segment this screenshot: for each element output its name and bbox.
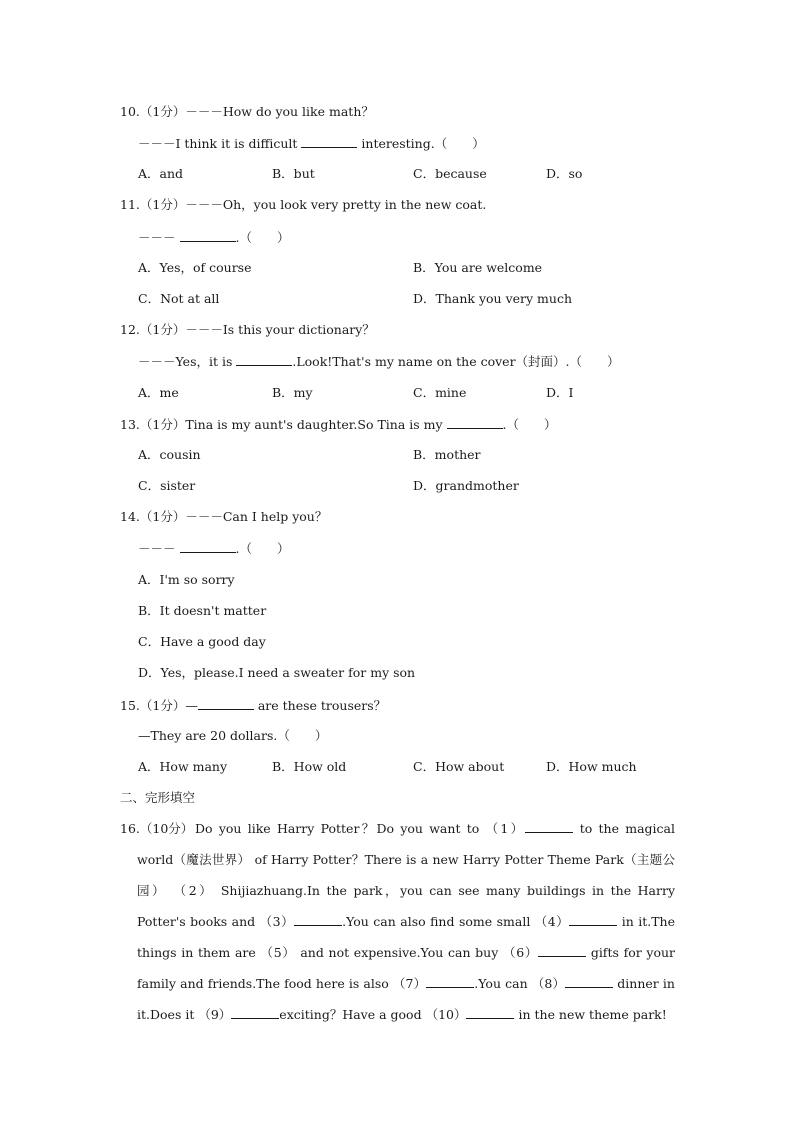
answer-blank [466, 1006, 514, 1019]
question-text: .（ ） [235, 541, 290, 556]
answer-blank [565, 975, 613, 988]
question-15-option-d: D．How much [546, 759, 637, 774]
answer-blank [231, 1006, 279, 1019]
passage-text: in the new theme park! [518, 1007, 667, 1022]
question-score: （1分） [139, 197, 186, 212]
passage-text: and not expensive.You can buy [300, 945, 499, 960]
answer-blank [525, 820, 573, 833]
cloze-blank-number: （4） [534, 914, 570, 929]
question-score: （10分） [139, 821, 194, 836]
cloze-blank-number: （3） [259, 914, 295, 929]
question-text: －－－Oh，you look very pretty in the new coat. [185, 197, 487, 212]
question-text: －－－How do you like math？ [185, 104, 374, 119]
cloze-blank-number: （10） [425, 1007, 467, 1022]
answer-blank [180, 540, 236, 553]
question-score: （1分） [139, 104, 186, 119]
question-text: －－－ [138, 230, 176, 245]
question-10-option-d: D．so [546, 166, 583, 181]
question-text: －－－Yes，it is [138, 354, 233, 369]
passage-text: .You can [474, 976, 528, 991]
question-text: .（ ） [502, 417, 557, 432]
question-11-option-a: A．Yes，of course [138, 260, 252, 275]
question-11-stem [120, 197, 486, 213]
answer-blank [236, 353, 292, 366]
question-text: are these trousers？ [257, 698, 387, 713]
question-text: －－－Is this your dictionary？ [185, 322, 375, 337]
question-number: 11. [120, 197, 140, 212]
answer-blank [426, 975, 474, 988]
passage-text: Do you like Harry Potter？Do you want to [195, 821, 480, 836]
question-11-option-c: C．Not at all [138, 291, 220, 306]
answer-blank [180, 229, 236, 242]
question-15-option-b: B．How old [272, 759, 347, 774]
question-10-option-a: A．and [138, 166, 184, 181]
question-text: －－－ [138, 541, 176, 556]
question-number: 13. [120, 417, 140, 432]
cloze-blank-number: （6） [503, 945, 539, 960]
question-14-option-c: C．Have a good day [138, 634, 266, 649]
question-score: （1分） [139, 322, 186, 337]
question-15-option-a: A．How many [138, 759, 228, 774]
passage-text: dinner in it.Does it [137, 976, 675, 1022]
question-text: －－－I think it is difficult [138, 136, 298, 151]
question-text: — [185, 698, 198, 713]
question-text: .（ ） [235, 230, 290, 245]
passage-text: Shijiazhuang.In the park，you can see many buildings in the Harry Potter's books and [137, 883, 676, 929]
question-12-line2 [138, 353, 620, 370]
passage-text: .You can also find some small [342, 914, 531, 929]
question-score: （1分） [139, 698, 186, 713]
passage-text: to the magical world（魔法世界） [137, 821, 675, 867]
question-15-line2: —They are 20 dollars.（ ） [138, 728, 328, 743]
passage-text: in it.The things in them are [137, 914, 675, 960]
question-number: 14. [120, 509, 140, 524]
question-10-stem [120, 104, 374, 120]
question-12-stem [120, 322, 375, 338]
question-10-line2 [138, 135, 485, 152]
question-13-stem [120, 416, 557, 433]
question-14-option-d: D．Yes，please.I need a sweater for my son [138, 665, 416, 680]
question-12-option-b: B．my [272, 385, 313, 400]
passage-text: of Harry Potter？There is a new Harry Potter Theme Park（主题公园） [137, 852, 675, 898]
question-14-option-b: B．It doesn't matter [138, 603, 267, 618]
question-14-stem [120, 509, 327, 525]
answer-blank [301, 135, 357, 148]
question-text: －－－Can I help you？ [185, 509, 328, 524]
question-15-option-c: C．How about [413, 759, 505, 774]
question-15-stem [120, 697, 386, 714]
cloze-blank-number: （8） [531, 976, 566, 991]
question-13-option-d: D．grandmother [413, 478, 519, 493]
question-13-option-c: C．sister [138, 478, 196, 493]
question-10-option-c: C．because [413, 166, 487, 181]
answer-blank [447, 416, 503, 429]
question-12-option-c: C．mine [413, 385, 467, 400]
passage-text: gifts for your family and friends.The food here is also [137, 945, 675, 991]
question-10-option-b: B．but [272, 166, 315, 181]
question-11-option-b: B．You are welcome [413, 260, 543, 275]
question-12-option-a: A．me [138, 385, 179, 400]
answer-blank [538, 944, 586, 957]
answer-blank [569, 913, 617, 926]
question-score: （1分） [139, 417, 186, 432]
cloze-blank-number: （1） [485, 821, 526, 836]
question-number: 15. [120, 698, 140, 713]
cloze-blank-number: （9） [198, 1007, 232, 1022]
question-11-option-d: D．Thank you very much [413, 291, 572, 306]
question-score: （1分） [139, 509, 186, 524]
cloze-passage [137, 813, 675, 1030]
question-number: 12. [120, 322, 140, 337]
question-13-option-a: A．cousin [138, 447, 201, 462]
question-text: Tina is my aunt's daughter.So Tina is my [185, 417, 443, 432]
cloze-blank-number: （5） [260, 945, 296, 960]
question-14-option-a: A．I'm so sorry [138, 572, 235, 587]
cloze-blank-number: （7） [392, 976, 427, 991]
question-12-option-d: D．I [546, 385, 574, 400]
question-13-option-b: B．mother [413, 447, 481, 462]
question-text: interesting.（ ） [361, 136, 485, 151]
question-number: 10. [120, 104, 140, 119]
question-14-line2 [138, 540, 289, 557]
cloze-blank-number: （2） [173, 883, 215, 898]
question-11-line2 [138, 229, 289, 246]
answer-blank [294, 913, 342, 926]
passage-text: exciting？Have a good [279, 1007, 422, 1022]
question-text: .Look!That's my name on the cover（封面）.（ ） [292, 354, 620, 369]
section-heading: 二、完形填空 [120, 790, 196, 805]
question-number: 16. [120, 821, 140, 836]
answer-blank [198, 697, 254, 710]
